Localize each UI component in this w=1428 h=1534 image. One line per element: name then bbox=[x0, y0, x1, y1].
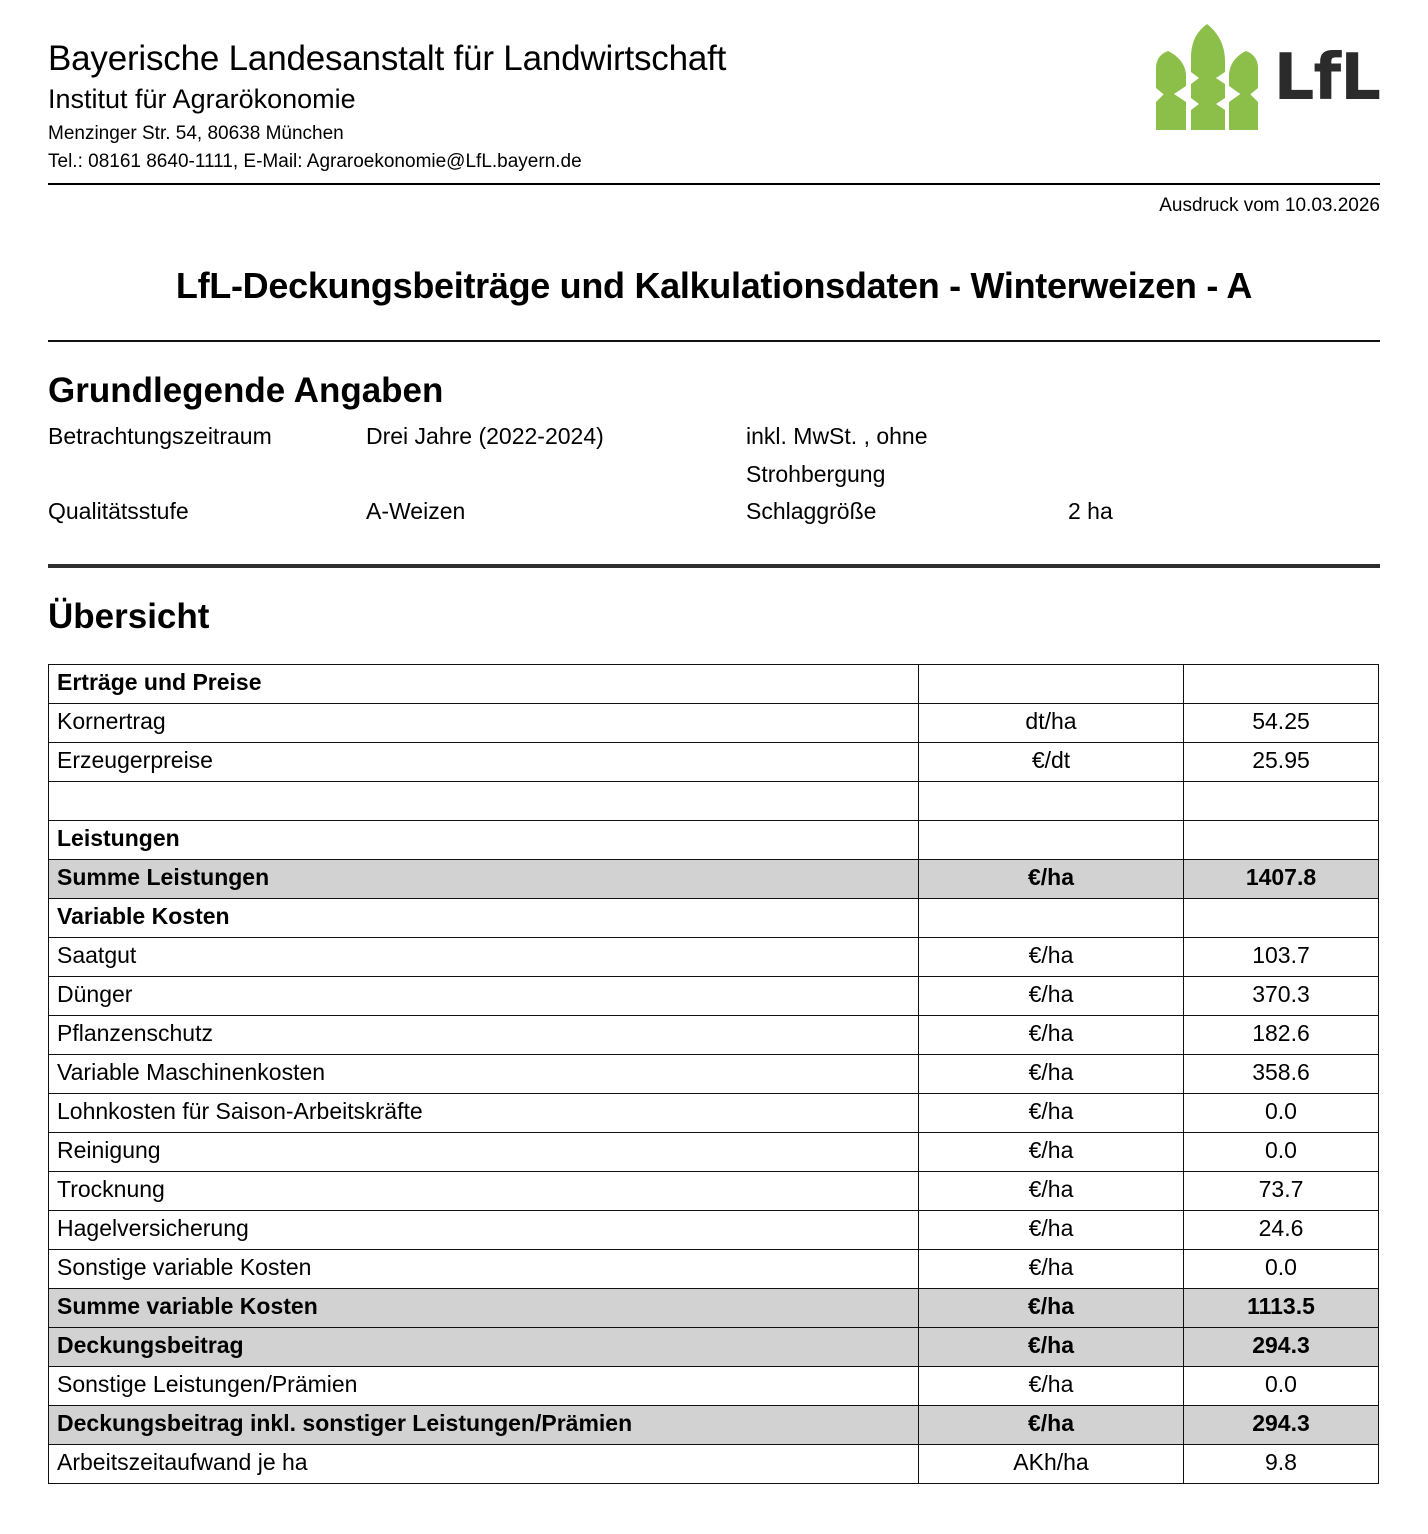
page-title: LfL-Deckungsbeiträge und Kalkulationsdaten - Winterweizen - A bbox=[175, 265, 1253, 307]
table-row bbox=[49, 859, 1379, 898]
title-divider bbox=[48, 340, 1380, 342]
row-label: Hagelversicherung bbox=[49, 1210, 919, 1249]
row-label: Dünger bbox=[49, 976, 919, 1015]
row-value bbox=[1184, 820, 1379, 859]
table-row bbox=[49, 1093, 1379, 1132]
row-value: 0.0 bbox=[1184, 1132, 1379, 1171]
basics-value-second: 2 ha bbox=[1068, 498, 1113, 525]
print-date: Ausdruck vom 10.03.2026 bbox=[1159, 195, 1380, 217]
row-label: Deckungsbeitrag inkl. sonstiger Leistungen/Prämien bbox=[49, 1405, 919, 1444]
table-row bbox=[49, 1444, 1379, 1483]
row-unit: €/ha bbox=[919, 937, 1184, 976]
lfl-logo bbox=[1154, 22, 1380, 134]
row-unit: €/ha bbox=[919, 1093, 1184, 1132]
row-unit: €/ha bbox=[919, 1171, 1184, 1210]
row-unit: €/ha bbox=[919, 859, 1184, 898]
row-value bbox=[1184, 781, 1379, 820]
table-row bbox=[49, 937, 1379, 976]
row-unit: €/ha bbox=[919, 1054, 1184, 1093]
row-unit: AKh/ha bbox=[919, 1444, 1184, 1483]
row-value: 358.6 bbox=[1184, 1054, 1379, 1093]
basics-block bbox=[48, 418, 1380, 530]
row-label: Summe Leistungen bbox=[49, 859, 919, 898]
row-value: 9.8 bbox=[1184, 1444, 1379, 1483]
row-unit: €/ha bbox=[919, 1288, 1184, 1327]
basics-row bbox=[48, 493, 1380, 530]
row-unit: €/ha bbox=[919, 1327, 1184, 1366]
row-label: Erträge und Preise bbox=[49, 664, 919, 703]
row-unit: €/dt bbox=[919, 742, 1184, 781]
table-row bbox=[49, 1327, 1379, 1366]
table-row bbox=[49, 1288, 1379, 1327]
row-label: Erzeugerpreise bbox=[49, 742, 919, 781]
table-row bbox=[49, 1210, 1379, 1249]
row-label: Sonstige variable Kosten bbox=[49, 1249, 919, 1288]
row-label: Summe variable Kosten bbox=[49, 1288, 919, 1327]
row-value: 1407.8 bbox=[1184, 859, 1379, 898]
row-unit bbox=[919, 664, 1184, 703]
row-label: Arbeitszeitaufwand je ha bbox=[49, 1444, 919, 1483]
table-row bbox=[49, 781, 1379, 820]
row-label: Variable Kosten bbox=[49, 898, 919, 937]
table-row bbox=[49, 1366, 1379, 1405]
row-label: Sonstige Leistungen/Prämien bbox=[49, 1366, 919, 1405]
row-label: Trocknung bbox=[49, 1171, 919, 1210]
row-value: 294.3 bbox=[1184, 1405, 1379, 1444]
row-value: 25.95 bbox=[1184, 742, 1379, 781]
row-unit: €/ha bbox=[919, 1210, 1184, 1249]
basics-label: Qualitätsstufe bbox=[48, 498, 189, 525]
table-row bbox=[49, 1054, 1379, 1093]
overview-table-wrapper bbox=[48, 664, 1380, 1484]
basics-label-second: Schlaggröße bbox=[746, 498, 877, 525]
basics-value: Drei Jahre (2022-2024) bbox=[366, 423, 604, 450]
row-label bbox=[49, 781, 919, 820]
row-unit bbox=[919, 781, 1184, 820]
row-label: Lohnkosten für Saison-Arbeitskräfte bbox=[49, 1093, 919, 1132]
table-row bbox=[49, 820, 1379, 859]
row-value: 0.0 bbox=[1184, 1249, 1379, 1288]
basics-label: Betrachtungszeitraum bbox=[48, 423, 272, 450]
table-row bbox=[49, 1015, 1379, 1054]
row-value: 370.3 bbox=[1184, 976, 1379, 1015]
contact-line: Tel.: 08161 8640-1111, E-Mail: Agraroekonomie@LfL.bayern.de bbox=[48, 150, 582, 172]
row-value: 1113.5 bbox=[1184, 1288, 1379, 1327]
overview-table-body bbox=[49, 664, 1379, 1483]
table-row bbox=[49, 1249, 1379, 1288]
logo-wordmark: LfL bbox=[1273, 41, 1380, 115]
table-row bbox=[49, 703, 1379, 742]
section-heading-overview: Übersicht bbox=[48, 596, 210, 636]
row-value: 24.6 bbox=[1184, 1210, 1379, 1249]
basics-label-second: inkl. MwSt. , ohne Strohbergung bbox=[746, 423, 928, 487]
table-row bbox=[49, 898, 1379, 937]
row-unit: €/ha bbox=[919, 1132, 1184, 1171]
row-label: Kornertrag bbox=[49, 703, 919, 742]
table-row bbox=[49, 1171, 1379, 1210]
organisation-name: Bayerische Landesanstalt für Landwirtschaft bbox=[48, 39, 727, 78]
section-divider bbox=[48, 564, 1380, 568]
wheat-leaf-logo-icon bbox=[1154, 22, 1260, 134]
row-value: 54.25 bbox=[1184, 703, 1379, 742]
row-unit: €/ha bbox=[919, 976, 1184, 1015]
row-unit bbox=[919, 898, 1184, 937]
table-row bbox=[49, 976, 1379, 1015]
row-unit: €/ha bbox=[919, 1015, 1184, 1054]
table-row bbox=[49, 664, 1379, 703]
row-label: Variable Maschinenkosten bbox=[49, 1054, 919, 1093]
row-label: Pflanzenschutz bbox=[49, 1015, 919, 1054]
row-unit bbox=[919, 820, 1184, 859]
basics-value: A-Weizen bbox=[366, 498, 466, 525]
row-unit: €/ha bbox=[919, 1249, 1184, 1288]
row-value: 0.0 bbox=[1184, 1093, 1379, 1132]
row-value: 0.0 bbox=[1184, 1366, 1379, 1405]
row-unit: €/ha bbox=[919, 1405, 1184, 1444]
row-value: 73.7 bbox=[1184, 1171, 1379, 1210]
overview-table bbox=[48, 664, 1379, 1484]
row-unit: dt/ha bbox=[919, 703, 1184, 742]
section-heading-basics: Grundlegende Angaben bbox=[48, 371, 444, 411]
row-label: Leistungen bbox=[49, 820, 919, 859]
table-row bbox=[49, 1405, 1379, 1444]
institute-name: Institut für Agrarökonomie bbox=[48, 84, 356, 115]
table-row bbox=[49, 742, 1379, 781]
table-row bbox=[49, 1132, 1379, 1171]
row-value bbox=[1184, 898, 1379, 937]
row-label: Deckungsbeitrag bbox=[49, 1327, 919, 1366]
basics-row bbox=[48, 418, 1380, 493]
row-value: 294.3 bbox=[1184, 1327, 1379, 1366]
row-value bbox=[1184, 664, 1379, 703]
row-label: Reinigung bbox=[49, 1132, 919, 1171]
letterhead-divider bbox=[48, 183, 1380, 185]
postal-address: Menzinger Str. 54, 80638 München bbox=[48, 123, 344, 145]
row-unit: €/ha bbox=[919, 1366, 1184, 1405]
letterhead bbox=[48, 0, 1380, 175]
row-value: 103.7 bbox=[1184, 937, 1379, 976]
row-value: 182.6 bbox=[1184, 1015, 1379, 1054]
row-label: Saatgut bbox=[49, 937, 919, 976]
